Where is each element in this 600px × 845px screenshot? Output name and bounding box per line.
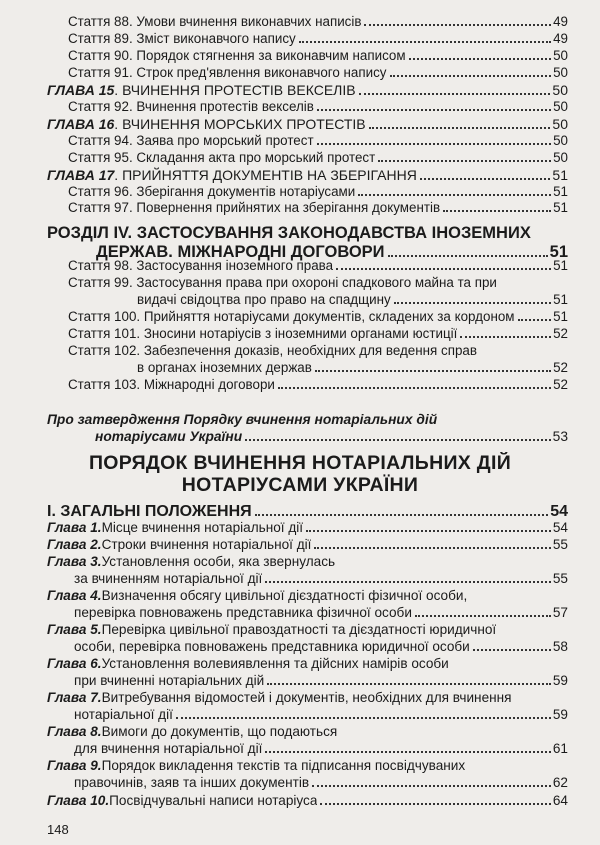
toc-chapter <box>47 81 568 99</box>
toc-article <box>68 47 568 65</box>
toc-article <box>68 132 568 150</box>
chapter-label: Глава 10. <box>47 793 110 808</box>
entry-title: Строки вчинення нотаріальної дії <box>101 537 312 552</box>
entry-title: . ПРИЙНЯТТЯ ДОКУМЕНТІВ НА ЗБЕРІГАННЯ <box>114 167 417 183</box>
entry-title: в органах іноземних держав <box>137 360 312 375</box>
toc-chapter <box>47 792 568 810</box>
dot-leader <box>245 439 551 441</box>
toc-chapter-line <box>47 723 568 741</box>
entry-page-number: 54 <box>552 520 568 535</box>
toc-chapter-line <box>47 587 568 605</box>
dot-leader <box>359 93 551 95</box>
toc-chapter-line <box>74 638 568 656</box>
entry-page-number: 51 <box>553 184 568 199</box>
entry-page-number: 50 <box>553 99 568 114</box>
chapter-label: Глава 4. <box>47 588 102 603</box>
entry-page-number: 61 <box>552 741 568 756</box>
toc-article <box>68 308 568 326</box>
toc-chapter-line <box>74 570 568 588</box>
chapter-label: Глава 9. <box>47 758 102 773</box>
entry-page-number: 55 <box>552 537 568 552</box>
entry-title: Стаття 94. Заява про морський протест <box>68 133 314 148</box>
dot-leader <box>443 210 551 212</box>
entry-page-number: 58 <box>552 639 568 654</box>
dot-leader <box>364 24 551 26</box>
toc-article <box>68 98 568 116</box>
dot-leader <box>473 649 551 651</box>
toc-chapter-line <box>47 689 568 707</box>
entry-title: Місце вчинення нотаріальної дії <box>101 520 304 535</box>
dot-leader <box>336 268 551 270</box>
entry-page-number: 54 <box>550 503 568 520</box>
toc-article <box>68 199 568 217</box>
entry-title: правочинів, заяв та інших документів <box>74 775 310 790</box>
toc-article <box>68 13 568 31</box>
entry-title: . ВЧИНЕННЯ ПРОТЕСТІВ ВЕКСЕЛІВ <box>114 82 356 98</box>
chapter-label: Глава 6. <box>47 656 102 671</box>
entry-page-number: 53 <box>552 429 568 444</box>
toc-article <box>68 325 568 343</box>
entry-title: Витребування відомостей і документів, необхідних для вчинення <box>101 690 512 705</box>
toc-article <box>68 376 568 394</box>
dot-leader <box>394 302 551 304</box>
toc-chapter-line <box>74 774 568 792</box>
entry-title: Про затвердження Порядку вчинення нотаріальних дій <box>47 412 438 427</box>
entry-title: Перевірка цивільної правоздатності та дієздатності юридичної <box>101 622 497 637</box>
dot-leader <box>317 109 551 111</box>
chapter-label: Глава 7. <box>47 690 102 705</box>
entry-title: ПОРЯДОК ВЧИНЕННЯ НОТАРІАЛЬНИХ ДІЙ <box>88 452 512 474</box>
entry-title: Стаття 96. Зберігання документів нотаріусами <box>68 184 356 199</box>
toc-decree-line <box>47 411 568 429</box>
entry-title: Стаття 102. Забезпечення доказів, необхідних для ведення справ <box>68 343 477 358</box>
entry-page-number: 55 <box>552 571 568 586</box>
entry-page-number: 50 <box>553 65 568 80</box>
dot-leader <box>460 336 551 338</box>
entry-title: при вчиненні нотаріальних дій <box>74 673 265 688</box>
toc-section-line <box>47 223 568 243</box>
chapter-label: ГЛАВА 16 <box>47 116 115 132</box>
entry-page-number: 52 <box>553 377 568 392</box>
chapter-label: Глава 3. <box>47 554 102 569</box>
toc-article <box>68 30 568 48</box>
entry-title: Стаття 89. Зміст виконавчого напису <box>68 31 296 46</box>
dot-leader <box>315 370 551 372</box>
dot-leader <box>317 143 552 145</box>
toc-title-line <box>0 474 600 496</box>
entry-title: Вимоги до документів, що подаються <box>101 724 338 739</box>
toc-article-line <box>68 274 568 292</box>
dot-leader <box>255 514 549 516</box>
entry-title: Стаття 88. Умови вчинення виконавчих написів <box>68 14 362 29</box>
entry-page-number: 52 <box>553 326 568 341</box>
entry-title: ДЕРЖАВ. МІЖНАРОДНІ ДОГОВОРИ <box>96 243 385 261</box>
entry-title: Визначення обсягу цивільної дієздатності фізичної особи, <box>101 588 468 603</box>
dot-leader <box>518 319 552 321</box>
entry-title: для вчинення нотаріальної дії <box>74 741 263 756</box>
dot-leader <box>420 178 551 180</box>
entry-page-number: 50 <box>552 116 568 132</box>
dot-leader <box>299 41 551 43</box>
entry-page-number: 51 <box>553 200 568 215</box>
dot-leader <box>265 581 551 583</box>
entry-title: Порядок викладення текстів та підписання посвідчуваних <box>101 758 466 773</box>
toc-chapter <box>47 115 568 133</box>
entry-title: нотаріусами України <box>95 429 243 444</box>
dot-leader <box>378 160 551 162</box>
entry-title: Стаття 98. Застосування іноземного права <box>68 258 334 273</box>
entry-title: РОЗДІЛ IV. ЗАСТОСУВАННЯ ЗАКОНОДАВСТВА ІНОЗЕМНИХ <box>47 224 531 242</box>
toc-chapter-line <box>74 604 568 622</box>
dot-leader <box>369 127 551 129</box>
toc-chapter-line <box>47 553 568 571</box>
chapter-label: Глава 5. <box>47 622 102 637</box>
entry-title: Стаття 100. Прийняття нотаріусами документів, складених за кордоном <box>68 309 515 324</box>
entry-title: перевірка повноважень представника фізичної особи <box>74 605 412 620</box>
toc-article <box>68 257 568 275</box>
entry-page-number: 57 <box>552 605 568 620</box>
page-number: 148 <box>47 822 69 837</box>
entry-title: Стаття 97. Повернення прийнятих на зберігання документів <box>68 200 441 215</box>
entry-title: Стаття 95. Складання акта про морський протест <box>68 150 376 165</box>
toc-chapter-line <box>74 672 568 690</box>
entry-title: Установлення особи, яка звернулась <box>101 554 336 569</box>
entry-page-number: 51 <box>553 258 568 273</box>
dot-leader <box>312 785 551 787</box>
dot-leader <box>314 547 550 549</box>
toc-chapter-line <box>74 706 568 724</box>
toc-chapter <box>47 536 568 554</box>
chapter-label: Глава 1. <box>47 520 102 535</box>
toc-chapter-line <box>47 621 568 639</box>
toc-chapter <box>47 519 568 537</box>
entry-page-number: 50 <box>553 150 568 165</box>
dot-leader <box>265 751 550 753</box>
entry-page-number: 52 <box>553 360 568 375</box>
toc-article <box>68 64 568 82</box>
toc-chapter-line <box>47 655 568 673</box>
dot-leader <box>390 75 552 77</box>
entry-title: Стаття 90. Порядок стягнення за виконавчим написом <box>68 48 406 63</box>
toc-chapter-line <box>47 757 568 775</box>
toc-article-line <box>68 342 568 360</box>
entry-page-number: 51 <box>553 292 568 307</box>
toc-decree-line <box>95 428 568 446</box>
entry-title: Стаття 103. Міжнародні договори <box>68 377 275 392</box>
dot-leader <box>320 803 550 805</box>
entry-page-number: 50 <box>553 48 568 63</box>
chapter-label: Глава 8. <box>47 724 102 739</box>
toc-article-line <box>137 359 568 377</box>
entry-title: Посвідчувальні написи нотаріуса <box>109 793 318 808</box>
entry-title: особи, перевірка повноважень представника юридичної особи <box>74 639 470 654</box>
dot-leader <box>278 387 551 389</box>
entry-title: . ВЧИНЕННЯ МОРСЬКИХ ПРОТЕСТІВ <box>114 116 366 132</box>
entry-page-number: 51 <box>552 167 568 183</box>
entry-title: Установлення волевиявлення та дійсних намірів особи <box>101 656 449 671</box>
entry-title: Стаття 99. Застосування права при охороні спадкового майна та при <box>68 275 497 290</box>
dot-leader <box>409 58 552 60</box>
entry-page-number: 59 <box>552 707 568 722</box>
chapter-label: ГЛАВА 15 <box>47 82 115 98</box>
toc-chapter-line <box>74 740 568 758</box>
entry-page-number: 50 <box>553 133 568 148</box>
entry-title: за вчиненням нотаріальної дії <box>74 571 263 586</box>
entry-page-number: 51 <box>553 309 568 324</box>
chapter-label: Глава 2. <box>47 537 102 552</box>
dot-leader <box>267 683 551 685</box>
entry-page-number: 62 <box>552 775 568 790</box>
dot-leader <box>358 194 551 196</box>
entry-title: Стаття 92. Вчинення протестів векселів <box>68 99 314 114</box>
chapter-label: ГЛАВА 17 <box>47 167 115 183</box>
entry-page-number: 64 <box>552 793 568 808</box>
toc-article <box>68 149 568 167</box>
toc-article-line <box>137 291 568 309</box>
dot-leader <box>306 530 551 532</box>
entry-title: НОТАРІУСАМИ УКРАЇНИ <box>181 474 419 496</box>
entry-title: I. ЗАГАЛЬНІ ПОЛОЖЕННЯ <box>47 503 252 520</box>
entry-title: нотаріальної дії <box>74 707 173 722</box>
entry-page-number: 49 <box>553 31 568 46</box>
entry-title: видачі свідоцтва про право на спадщину <box>137 292 391 307</box>
entry-page-number: 50 <box>552 82 568 98</box>
entry-page-number: 49 <box>553 14 568 29</box>
toc-title-line <box>0 452 600 474</box>
dot-leader <box>415 615 551 617</box>
toc-chapter <box>47 166 568 184</box>
entry-page-number: 59 <box>552 673 568 688</box>
dot-leader <box>176 717 551 719</box>
entry-title: Стаття 91. Строк пред'явлення виконавчого напису <box>68 65 387 80</box>
entry-page-number: 51 <box>549 243 568 261</box>
entry-title: Стаття 101. Зносини нотаріусів з іноземними органами юстиції <box>68 326 458 341</box>
